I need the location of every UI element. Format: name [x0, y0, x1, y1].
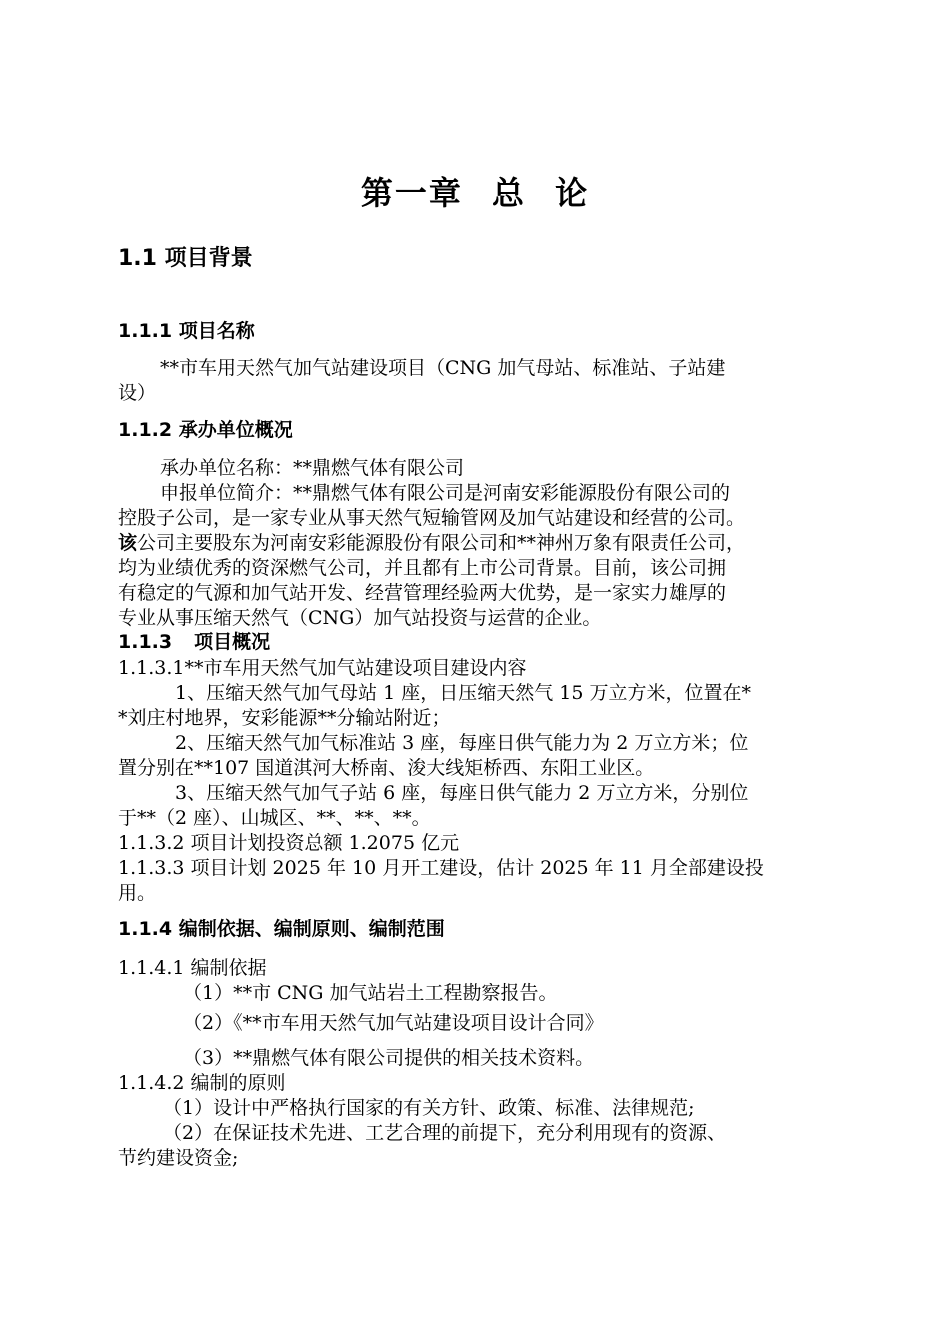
principle-item-2-line-2: 节约建设资金;	[118, 1147, 239, 1169]
content-item-3-line-2: 于**（2 座）、山城区、**、**、**。	[118, 807, 431, 829]
chapter-title-char-2: 论	[555, 174, 590, 212]
content-item-3-line-1: 3、压缩天然气加气子站 6 座，每座日供气能力 2 万立方米，分别位	[175, 782, 749, 804]
organizer-intro-line-1: 申报单位简介：**鼎燃气体有限公司是河南安彩能源股份有限公司的	[160, 482, 731, 504]
chapter-title	[0, 168, 950, 214]
basis-item-1: （1）**市 CNG 加气站岩土工程勘察报告。	[183, 982, 558, 1004]
content-item-1-line-1: 1、压缩天然气加气母站 1 座，日压缩天然气 15 万立方米，位置在*	[175, 682, 752, 704]
section-heading-1-1: 1.1 项目背景	[118, 246, 253, 271]
organizer-intro-line-2: 控股子公司，是一家专业从事天然气短输管网及加气站建设和经营的公司。	[118, 507, 746, 529]
chapter-title-char-1: 总	[491, 174, 526, 212]
organizer-name: 承办单位名称：**鼎燃气体有限公司	[160, 457, 465, 479]
subsection-1-1-3-3-line-2: 用。	[118, 882, 157, 904]
chapter-title-number: 第一章	[360, 174, 463, 212]
principle-item-2-line-1: （2）在保证技术先进、工艺合理的前提下，充分利用现有的资源、	[163, 1122, 727, 1144]
project-name-line-2: 设）	[118, 382, 157, 404]
organizer-intro-line-4: 均为业绩优秀的资深燃气公司，并且都有上市公司背景。目前，该公司拥	[118, 557, 727, 579]
content-item-1-line-2: *刘庄村地界，安彩能源**分输站附近；	[118, 707, 451, 729]
principle-item-1: （1）设计中严格执行国家的有关方针、政策、标准、法律规范;	[163, 1097, 695, 1119]
basis-item-3: （3）**鼎燃气体有限公司提供的相关技术资料。	[183, 1047, 595, 1069]
bold-lead-char: 该	[118, 532, 138, 554]
content-item-2-line-1: 2、压缩天然气加气标准站 3 座，每座日供气能力为 2 万立方米；位	[175, 732, 749, 754]
subsection-1-1-4-2: 1.1.4.2 编制的原则	[118, 1072, 286, 1094]
section-heading-1-1-2: 1.1.2 承办单位概况	[118, 419, 293, 441]
project-name-line-1: **市车用天然气加气站建设项目（CNG 加气母站、标准站、子站建	[160, 357, 726, 379]
organizer-intro-line-3	[118, 528, 745, 555]
subsection-1-1-4-1: 1.1.4.1 编制依据	[118, 957, 267, 979]
organizer-intro-line-3-rest: 公司主要股东为河南安彩能源股份有限公司和**神州万象有限责任公司，	[137, 532, 746, 554]
section-heading-1-1-3	[118, 627, 270, 654]
section-heading-1-1-3-number: 1.1.3	[118, 631, 173, 653]
subsection-1-1-3-2: 1.1.3.2 项目计划投资总额 1.2075 亿元	[118, 832, 460, 854]
section-heading-1-1-1: 1.1.1 项目名称	[118, 320, 255, 342]
section-heading-1-1-4: 1.1.4 编制依据、编制原则、编制范围	[118, 918, 445, 940]
subsection-1-1-3-1: 1.1.3.1**市车用天然气加气站建设项目建设内容	[118, 657, 527, 679]
basis-item-2: （2）《**市车用天然气加气站建设项目设计合同》	[183, 1012, 604, 1034]
subsection-1-1-3-3-line-1: 1.1.3.3 项目计划 2025 年 10 月开工建设，估计 2025 年 11 月全部建设投	[118, 857, 764, 879]
organizer-intro-line-6: 专业从事压缩天然气（CNG）加气站投资与运营的企业。	[118, 607, 602, 629]
section-heading-1-1-3-text: 项目概况	[194, 631, 271, 653]
organizer-intro-line-5: 有稳定的气源和加气站开发、经营管理经验两大优势，是一家实力雄厚的	[118, 582, 727, 604]
content-item-2-line-2: 置分别在**107 国道淇河大桥南、浚大线矩桥西、东阳工业区。	[118, 757, 655, 779]
